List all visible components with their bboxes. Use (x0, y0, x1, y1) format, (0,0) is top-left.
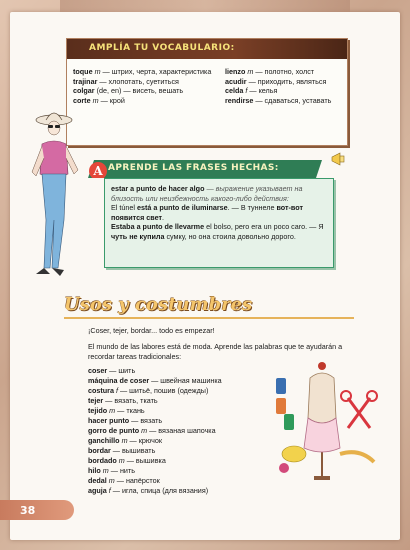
page-number-bar (0, 500, 74, 520)
list-item: coser — шить (88, 366, 136, 375)
list-item: máquina de coser — швейная машинка (88, 376, 222, 385)
vocab-entry: toque m — штрих, черта, характеристика (73, 67, 212, 76)
vocabulary-right-column (225, 67, 347, 105)
list-item: costura f — шитьё, пошив (одежды) (88, 386, 209, 395)
intro-paragraph: El mundo de las labores está de moda. Aprende las palabras que te ayudarán a recordar tareas tradicionales: (88, 342, 343, 361)
list-item: bordado m — вышивка (88, 456, 166, 465)
svg-text:A: A (93, 164, 103, 178)
list-item: dedal m — напёрсток (88, 476, 160, 485)
vocab-entry: celda f — келья (225, 86, 278, 95)
vocab-entry: rendirse — сдаваться, уставать (225, 95, 332, 105)
vocab-entry: colgar (de, en) — висеть, вешать (73, 86, 184, 95)
vocabulary-title: AMPLÍA TU VOCABULARIO: (89, 43, 235, 53)
frases-box (104, 178, 334, 268)
list-item: hilo m — нить (88, 466, 135, 475)
list-item: tejer — вязать, ткать (88, 396, 158, 405)
section-title-underline (64, 317, 354, 319)
frases-title: APRENDE LAS FRASES HECHAS: (108, 163, 279, 173)
section-title: Usos y costumbres (64, 294, 253, 315)
list-item: aguja f — игла, спица (для вязания) (88, 486, 209, 495)
vocab-entry: corte m — крой (73, 95, 125, 105)
vocab-entry: lienzo m — полотно, холст (225, 67, 315, 76)
vocabulary-header (67, 39, 347, 59)
top-decor-band (60, 0, 350, 12)
list-item: tejido m — ткань (88, 406, 145, 415)
sewing-tools-illustration (270, 358, 382, 498)
frase-definition: estar a punto de hacer algo — выражение указывает на близость или неизбежность какого-либо действия: (111, 184, 303, 203)
list-item: bordar — вышивать (88, 446, 156, 455)
frase-example-1: El túnel está a punto de iluminarse. — В туннеле вот-вот появится свет. (111, 203, 303, 222)
fashion-sketch-illustration (22, 100, 94, 290)
megaphone-icon (330, 150, 348, 168)
vocab-entry: trajinar — хлопотать, суетиться (73, 76, 179, 86)
list-item: gorro de punto m — вязаная шапочка (88, 426, 216, 435)
frase-example-2: Estaba a punto de llevarme el bolso, pero era un poco caro. — Я чуть не купила сумку, но она стоила довольно дорого. (111, 222, 324, 241)
vocabulary-box (66, 38, 348, 146)
vocab-entry: acudir — приходить, являться (225, 76, 327, 86)
page-number: 38 (20, 504, 36, 517)
vocabulary-left-column (73, 67, 221, 105)
intro-line: ¡Coser, tejer, bordar... todo es empezar! (88, 326, 215, 335)
list-item: hacer punto — вязать (88, 416, 163, 425)
list-item: ganchillo m — крючок (88, 436, 163, 445)
sewing-vocabulary-list (88, 366, 278, 496)
